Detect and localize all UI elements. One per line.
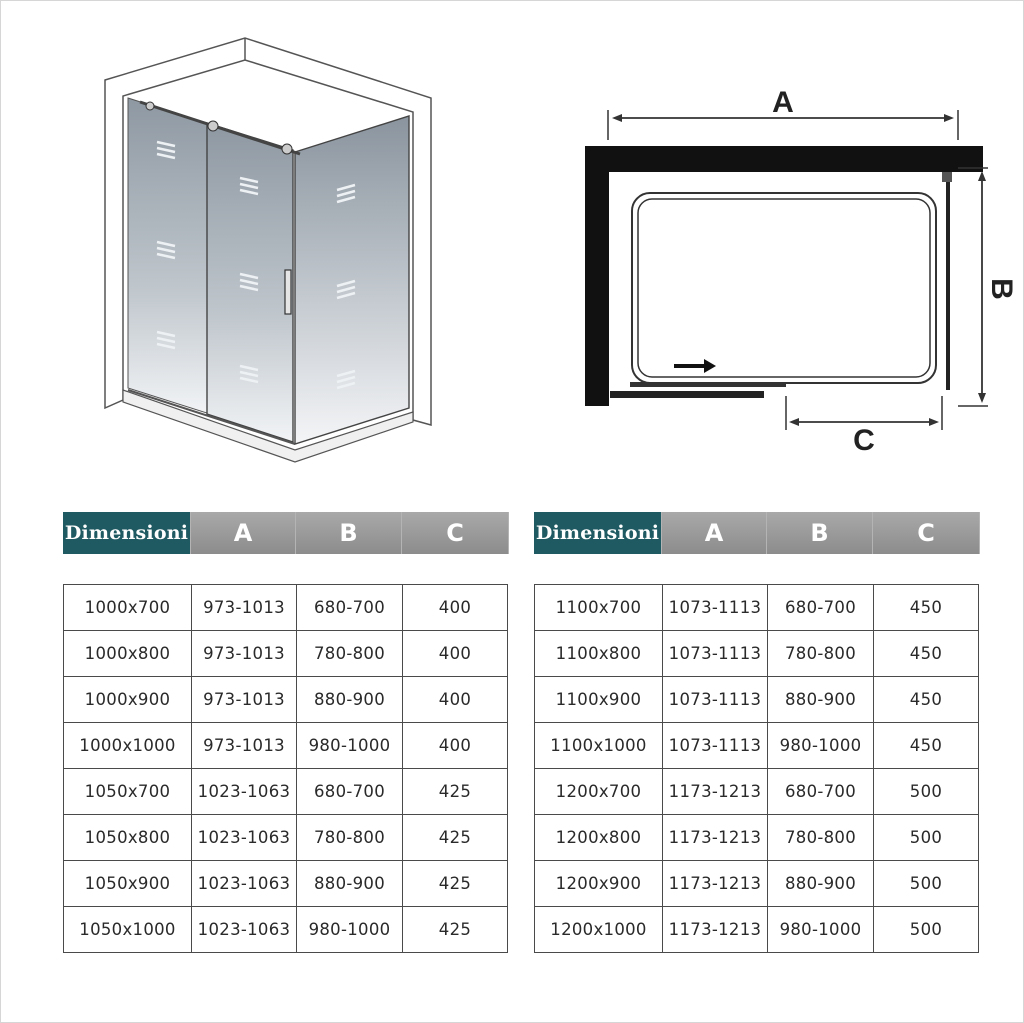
dimension-label-a: A bbox=[772, 86, 794, 119]
dimension-diagram bbox=[570, 80, 1019, 460]
cell-size: 1000x900 bbox=[64, 677, 192, 723]
header-dimensioni: Dimensioni bbox=[534, 512, 662, 554]
cell-c: 400 bbox=[403, 585, 508, 631]
spec-grid-left bbox=[63, 584, 508, 953]
cell-a: 1073-1113 bbox=[663, 723, 768, 769]
cell-b: 880-900 bbox=[768, 861, 874, 907]
spec-grid-right bbox=[534, 584, 979, 953]
cell-a: 973-1013 bbox=[192, 723, 297, 769]
cell-size: 1050x900 bbox=[64, 861, 192, 907]
cell-c: 400 bbox=[403, 631, 508, 677]
cell-b: 880-900 bbox=[297, 677, 403, 723]
cell-b: 680-700 bbox=[297, 585, 403, 631]
cell-size: 1050x1000 bbox=[64, 907, 192, 953]
table-row bbox=[64, 677, 508, 723]
table-row bbox=[535, 631, 979, 677]
cell-a: 973-1013 bbox=[192, 631, 297, 677]
cell-a: 1023-1063 bbox=[192, 907, 297, 953]
spec-table-right bbox=[534, 512, 980, 939]
cell-size: 1100x700 bbox=[535, 585, 663, 631]
cell-c: 500 bbox=[874, 769, 979, 815]
table-row bbox=[535, 861, 979, 907]
dimension-label-b: B bbox=[985, 278, 1019, 300]
cell-c: 425 bbox=[403, 769, 508, 815]
cell-size: 1000x700 bbox=[64, 585, 192, 631]
header-a: A bbox=[662, 512, 767, 554]
cell-c: 450 bbox=[874, 631, 979, 677]
cell-b: 980-1000 bbox=[297, 907, 403, 953]
cell-size: 1100x800 bbox=[535, 631, 663, 677]
cell-a: 973-1013 bbox=[192, 585, 297, 631]
cell-b: 780-800 bbox=[768, 631, 874, 677]
cell-c: 450 bbox=[874, 723, 979, 769]
table-row bbox=[64, 769, 508, 815]
cell-a: 1023-1063 bbox=[192, 861, 297, 907]
header-a: A bbox=[191, 512, 296, 554]
cell-size: 1200x900 bbox=[535, 861, 663, 907]
cell-b: 780-800 bbox=[768, 815, 874, 861]
cell-size: 1100x1000 bbox=[535, 723, 663, 769]
shower-enclosure-illustration bbox=[95, 30, 445, 460]
cell-b: 680-700 bbox=[297, 769, 403, 815]
table-row bbox=[64, 907, 508, 953]
cell-size: 1050x700 bbox=[64, 769, 192, 815]
cell-b: 980-1000 bbox=[768, 723, 874, 769]
cell-c: 500 bbox=[874, 861, 979, 907]
cell-a: 973-1013 bbox=[192, 677, 297, 723]
cell-a: 1173-1213 bbox=[663, 907, 768, 953]
cell-b: 980-1000 bbox=[297, 723, 403, 769]
table-row bbox=[64, 631, 508, 677]
cell-c: 450 bbox=[874, 677, 979, 723]
cell-size: 1200x700 bbox=[535, 769, 663, 815]
cell-a: 1173-1213 bbox=[663, 861, 768, 907]
table-row bbox=[64, 815, 508, 861]
spec-table-left bbox=[63, 512, 509, 939]
cell-c: 400 bbox=[403, 723, 508, 769]
cell-c: 425 bbox=[403, 861, 508, 907]
cell-size: 1000x1000 bbox=[64, 723, 192, 769]
cell-a: 1173-1213 bbox=[663, 769, 768, 815]
cell-a: 1073-1113 bbox=[663, 631, 768, 677]
table-row bbox=[64, 861, 508, 907]
cell-b: 680-700 bbox=[768, 769, 874, 815]
table-row bbox=[535, 585, 979, 631]
cell-a: 1073-1113 bbox=[663, 585, 768, 631]
table-row bbox=[64, 585, 508, 631]
table-row bbox=[535, 907, 979, 953]
cell-b: 680-700 bbox=[768, 585, 874, 631]
cell-c: 425 bbox=[403, 815, 508, 861]
header-b: B bbox=[767, 512, 873, 554]
spec-header-right bbox=[534, 512, 980, 554]
spec-header-left bbox=[63, 512, 509, 554]
table-row bbox=[535, 769, 979, 815]
cell-b: 780-800 bbox=[297, 631, 403, 677]
table-row bbox=[535, 815, 979, 861]
cell-c: 400 bbox=[403, 677, 508, 723]
table-row bbox=[535, 677, 979, 723]
cell-size: 1200x800 bbox=[535, 815, 663, 861]
cell-a: 1023-1063 bbox=[192, 815, 297, 861]
cell-c: 500 bbox=[874, 907, 979, 953]
cell-a: 1073-1113 bbox=[663, 677, 768, 723]
cell-c: 450 bbox=[874, 585, 979, 631]
table-row bbox=[535, 723, 979, 769]
table-row bbox=[64, 723, 508, 769]
cell-b: 980-1000 bbox=[768, 907, 874, 953]
header-c: C bbox=[873, 512, 980, 554]
cell-size: 1100x900 bbox=[535, 677, 663, 723]
cell-size: 1000x800 bbox=[64, 631, 192, 677]
cell-a: 1023-1063 bbox=[192, 769, 297, 815]
header-b: B bbox=[296, 512, 402, 554]
dimension-label-c: C bbox=[853, 424, 875, 457]
header-c: C bbox=[402, 512, 509, 554]
cell-c: 500 bbox=[874, 815, 979, 861]
cell-a: 1173-1213 bbox=[663, 815, 768, 861]
cell-size: 1050x800 bbox=[64, 815, 192, 861]
cell-b: 880-900 bbox=[297, 861, 403, 907]
cell-b: 780-800 bbox=[297, 815, 403, 861]
header-dimensioni: Dimensioni bbox=[63, 512, 191, 554]
cell-b: 880-900 bbox=[768, 677, 874, 723]
cell-c: 425 bbox=[403, 907, 508, 953]
cell-size: 1200x1000 bbox=[535, 907, 663, 953]
